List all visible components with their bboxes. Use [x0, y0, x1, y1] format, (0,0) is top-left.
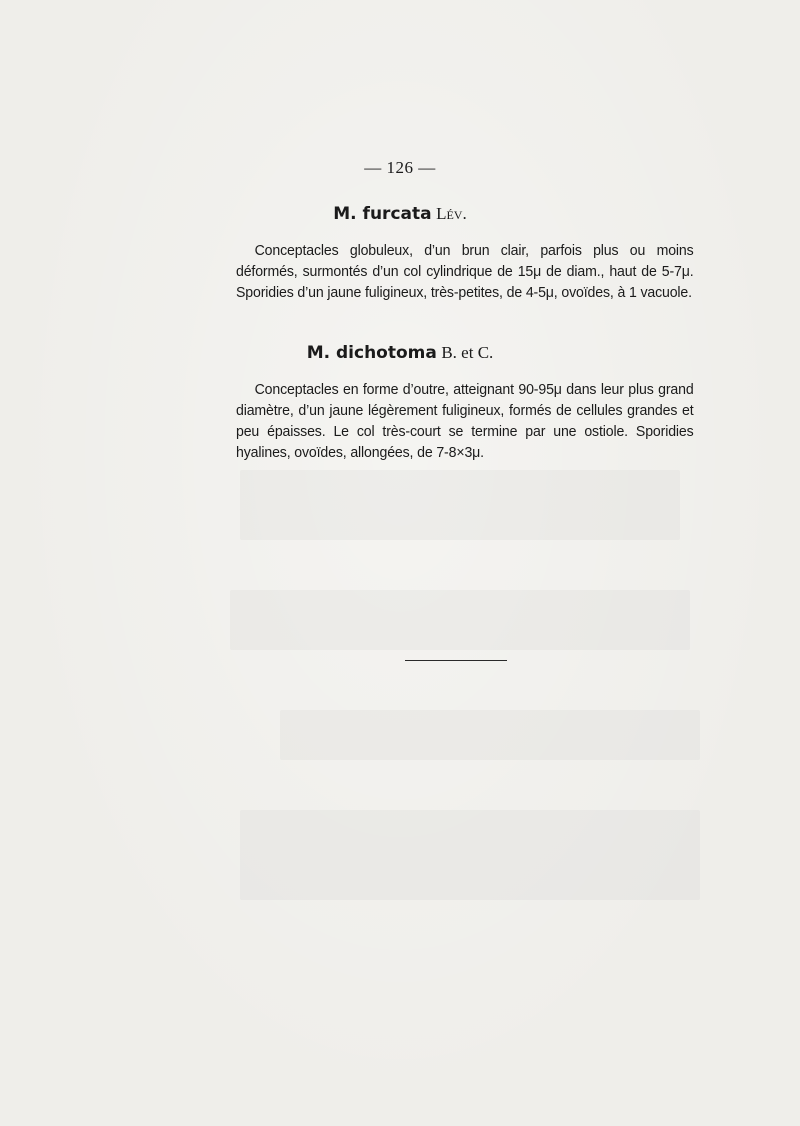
species-description-dichotoma — [236, 379, 694, 463]
description-text: Conceptacles en forme d’outre, atteignant 90-95μ dans leur plus grand diamètre, d’un jaune légèrement fuligineux, formés de cellules grandes et peu épaisses. Le col très-court se termine par une ostiole. Sporidies hyalines, ovoïdes, allongées, de 7-8×3μ. — [236, 381, 694, 461]
species-description-furcata — [236, 240, 694, 303]
section-divider-rule — [405, 660, 507, 661]
bleed-through-block — [230, 590, 690, 650]
bleed-through-block — [240, 810, 700, 900]
species-name: M. dichotoma — [306, 343, 437, 363]
page-number: — 126 — — [364, 158, 436, 177]
bleed-through-block — [280, 710, 700, 760]
description-text: Conceptacles globuleux, d’un brun clair, parfois plus ou moins déformés, surmontés d’un col cylindrique de 15μ de diam., haut de 5-7μ. Sporidies d’un jaune fuligineux, très-petites, de 4-5μ, ovoïdes, à 1 vacuole. — [236, 242, 694, 301]
species-authority: B. et C. — [441, 343, 494, 362]
species-name: M. furcata — [333, 204, 432, 224]
species-heading-dichotoma — [0, 342, 800, 363]
bleed-through-block — [240, 470, 680, 540]
species-authority: Lév. — [436, 204, 467, 223]
species-heading-furcata — [0, 203, 800, 224]
